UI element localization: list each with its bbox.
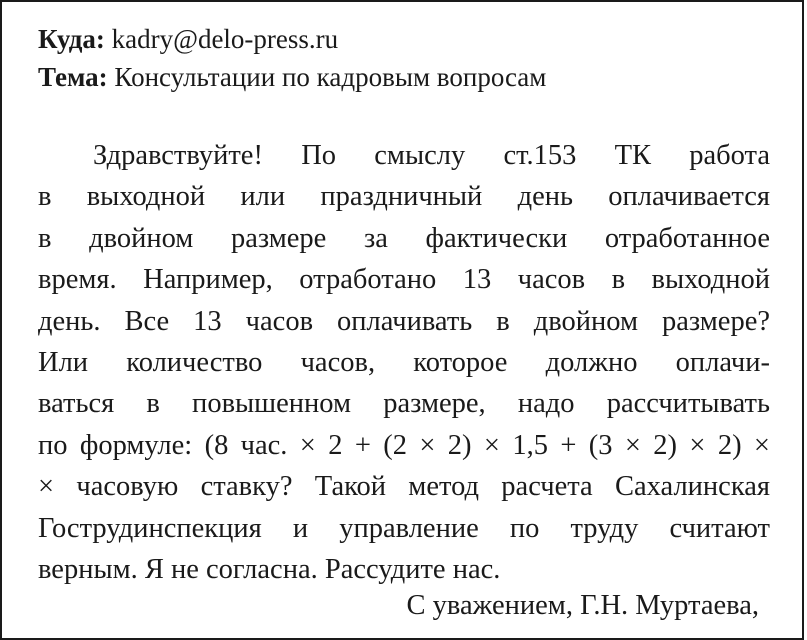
body-line: верным. Я не согласна. Рассудите нас. bbox=[38, 553, 501, 585]
body-line: Гострудинспекция и управление по труду считают bbox=[38, 512, 770, 544]
body-line: время. Например, отработано 13 часов в выходной bbox=[38, 264, 770, 296]
letter-body bbox=[38, 135, 770, 590]
recipient-line bbox=[38, 22, 338, 56]
subject-line bbox=[38, 60, 546, 94]
body-line: по формуле: (8 час. × 2 + (2 × 2) × 1,5 + (3 × 2) × 2) × bbox=[38, 429, 770, 461]
body-line: Здравствуйте! По смыслу ст.153 ТК работа bbox=[93, 140, 770, 171]
body-line: × часовую ставку? Такой метод расчета Сахалинская bbox=[38, 471, 770, 503]
body-line: Или количество часов, которое должно оплачи- bbox=[38, 346, 770, 378]
recipient-label: Куда: bbox=[38, 24, 105, 54]
subject-value: Консультации по кадровым вопросам bbox=[114, 62, 547, 92]
signature: С уважением, Г.Н. Муртаева, bbox=[406, 590, 759, 621]
body-line: день. Все 13 часов оплачивать в двойном размере? bbox=[38, 305, 770, 337]
recipient-email: kadry@delo-press.ru bbox=[111, 24, 339, 54]
body-line: ваться в повышенном размере, надо рассчитывать bbox=[38, 388, 770, 420]
subject-label: Тема: bbox=[38, 62, 108, 92]
body-line: в выходной или праздничный день оплачивается bbox=[38, 181, 770, 213]
body-line: в двойном размере за фактически отработанное bbox=[38, 222, 770, 254]
